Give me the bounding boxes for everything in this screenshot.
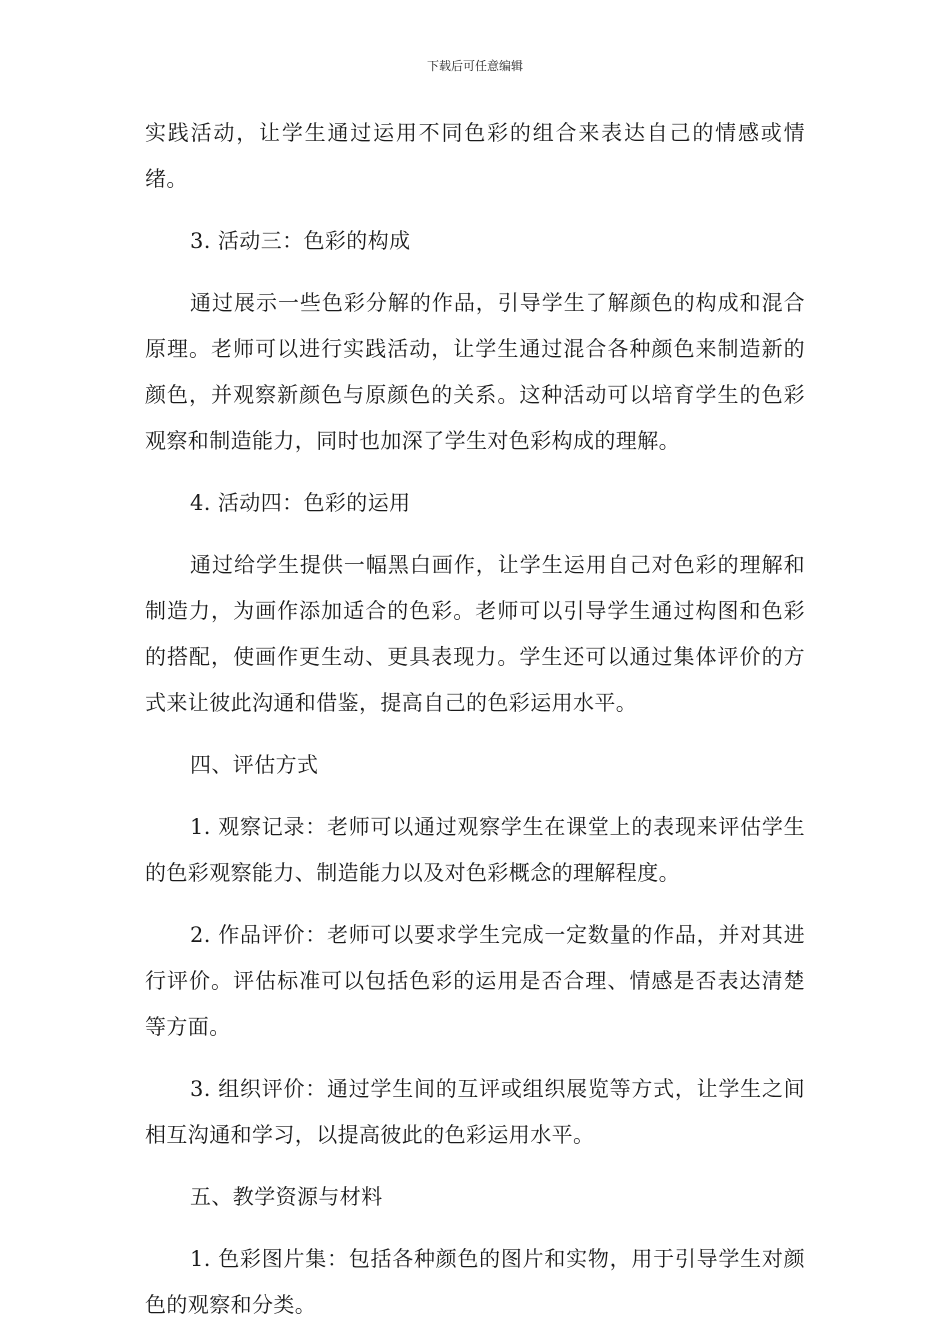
heading-section-five: 五、教学资源与材料	[190, 1185, 383, 1209]
paragraph-work-evaluation: 2. 作品评价：老师可以要求学生完成一定数量的作品，并对其进行评价。评估标准可以包括色彩的运用是否合理、情感是否表达清楚等方面。	[145, 923, 805, 1039]
paragraph-organized-evaluation: 3. 组织评价：通过学生间的互评或组织展览等方式，让学生之间相互沟通和学习，以提高彼此的色彩运用水平。	[145, 1077, 805, 1147]
paragraph-activity-four: 通过给学生提供一幅黑白画作，让学生运用自己对色彩的理解和制造力，为画作添加适合的色彩。老师可以引导学生通过构图和色彩的搭配，使画作更生动、更具表现力。学生还可以通过集体评价的方式来让彼此沟通和借鉴，提高自己的色彩运用水平。	[145, 553, 805, 715]
paragraph-color-image-collection: 1. 色彩图片集：包括各种颜色的图片和实物，用于引导学生对颜色的观察和分类。	[145, 1247, 805, 1317]
heading-activity-three: 3. 活动三：色彩的构成	[190, 229, 411, 253]
paragraph-continuation: 实践活动，让学生通过运用不同色彩的组合来表达自己的情感或情绪。	[145, 121, 805, 191]
page-header: 下载后可任意编辑	[426, 59, 523, 73]
heading-activity-four: 4. 活动四：色彩的运用	[190, 491, 411, 515]
heading-section-four: 四、评估方式	[190, 753, 319, 777]
document-body	[145, 110, 805, 1344]
paragraph-activity-three: 通过展示一些色彩分解的作品，引导学生了解颜色的构成和混合原理。老师可以进行实践活动，让学生通过混合各种颜色来制造新的颜色，并观察新颜色与原颜色的关系。这种活动可以培育学生的色彩观察和制造能力，同时也加深了学生对色彩构成的理解。	[145, 291, 805, 453]
paragraph-observation-record: 1. 观察记录：老师可以通过观察学生在课堂上的表现来评估学生的色彩观察能力、制造能力以及对色彩概念的理解程度。	[145, 815, 805, 885]
